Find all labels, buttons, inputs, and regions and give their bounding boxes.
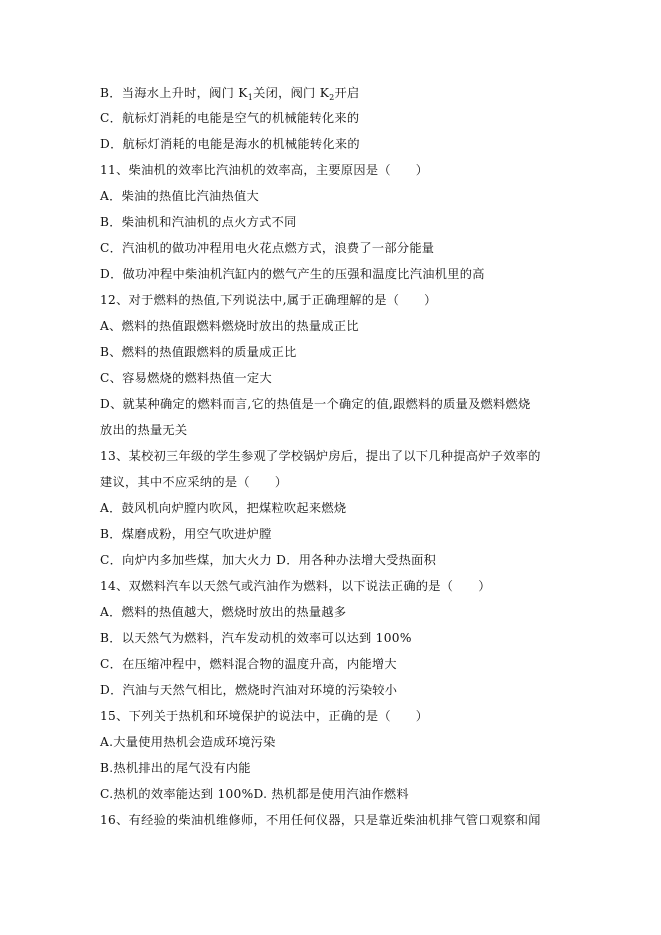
question-15: 15、下列关于热机和环境保护的说法中，正确的是（ ） [100, 709, 429, 723]
option-line: C．汽油机的做功冲程用电火花点燃方式，浪费了一部分能量 [100, 241, 435, 255]
option-line: C．在压缩冲程中，燃料混合物的温度升高，内能增大 [100, 657, 397, 671]
option-line: D、就某种确定的燃料而言,它的热值是一个确定的值,跟燃料的质量及燃料燃烧 [100, 397, 531, 411]
question-11: 11、柴油机的效率比汽油机的效率高，主要原因是（ ） [100, 163, 429, 177]
option-line: A.大量使用热机会造成环境污染 [100, 735, 276, 749]
text-line: 建议，其中不应采纳的是（ ） [100, 475, 288, 489]
question-14: 14、双燃料汽车以天然气或汽油作为燃料，以下说法正确的是（ ） [100, 579, 491, 593]
option-line: B．柴油机和汽油机的点火方式不同 [100, 215, 297, 229]
text-line: B．当海水上升时，阀门 $K_1$关闭，阀门 $K_2$开启 [100, 86, 360, 102]
option-line: 放出的热量无关 [100, 423, 188, 437]
option-line: D．汽油与天然气相比，燃烧时汽油对环境的污染较小 [100, 683, 398, 697]
option-line: A．鼓风机向炉膛内吹风，把煤粒吹起来燃烧 [100, 501, 347, 515]
option-line: A．柴油的热值比汽油热值大 [100, 189, 259, 203]
option-line: C．向炉内多加些煤，加大火力 D．用各种办法增大受热面积 [100, 553, 437, 567]
option-line: C.热机的效率能达到 100%D. 热机都是使用汽油作燃料 [100, 787, 409, 801]
option-line: B．以天然气为燃料，汽车发动机的效率可以达到 100% [100, 631, 412, 645]
text-line: C．航标灯消耗的电能是空气的机械能转化来的 [100, 111, 360, 125]
question-13: 13、某校初三年级的学生参观了学校锅炉房后，提出了以下几种提高炉子效率的 [100, 449, 541, 463]
option-line: B、燃料的热值跟燃料的质量成正比 [100, 345, 297, 359]
option-line: A．燃料的热值越大，燃烧时放出的热量越多 [100, 605, 347, 619]
question-12: 12、对于燃料的热值,下列说法中,属于正确理解的是（ ） [100, 293, 437, 307]
option-line: D．做功冲程中柴油机汽缸内的燃气产生的压强和温度比汽油机里的高 [100, 267, 485, 281]
question-16: 16、有经验的柴油机维修师，不用任何仪器，只是靠近柴油机排气管口观察和闻 [100, 813, 541, 827]
option-line: B．煤磨成粉，用空气吹进炉膛 [100, 527, 272, 541]
text-line: D．航标灯消耗的电能是海水的机械能转化来的 [100, 137, 360, 151]
option-line: C、容易燃烧的燃料热值一定大 [100, 371, 272, 385]
option-line: B.热机排出的尾气没有内能 [100, 761, 251, 775]
option-line: A、燃料的热值跟燃料燃烧时放出的热量成正比 [100, 319, 359, 333]
